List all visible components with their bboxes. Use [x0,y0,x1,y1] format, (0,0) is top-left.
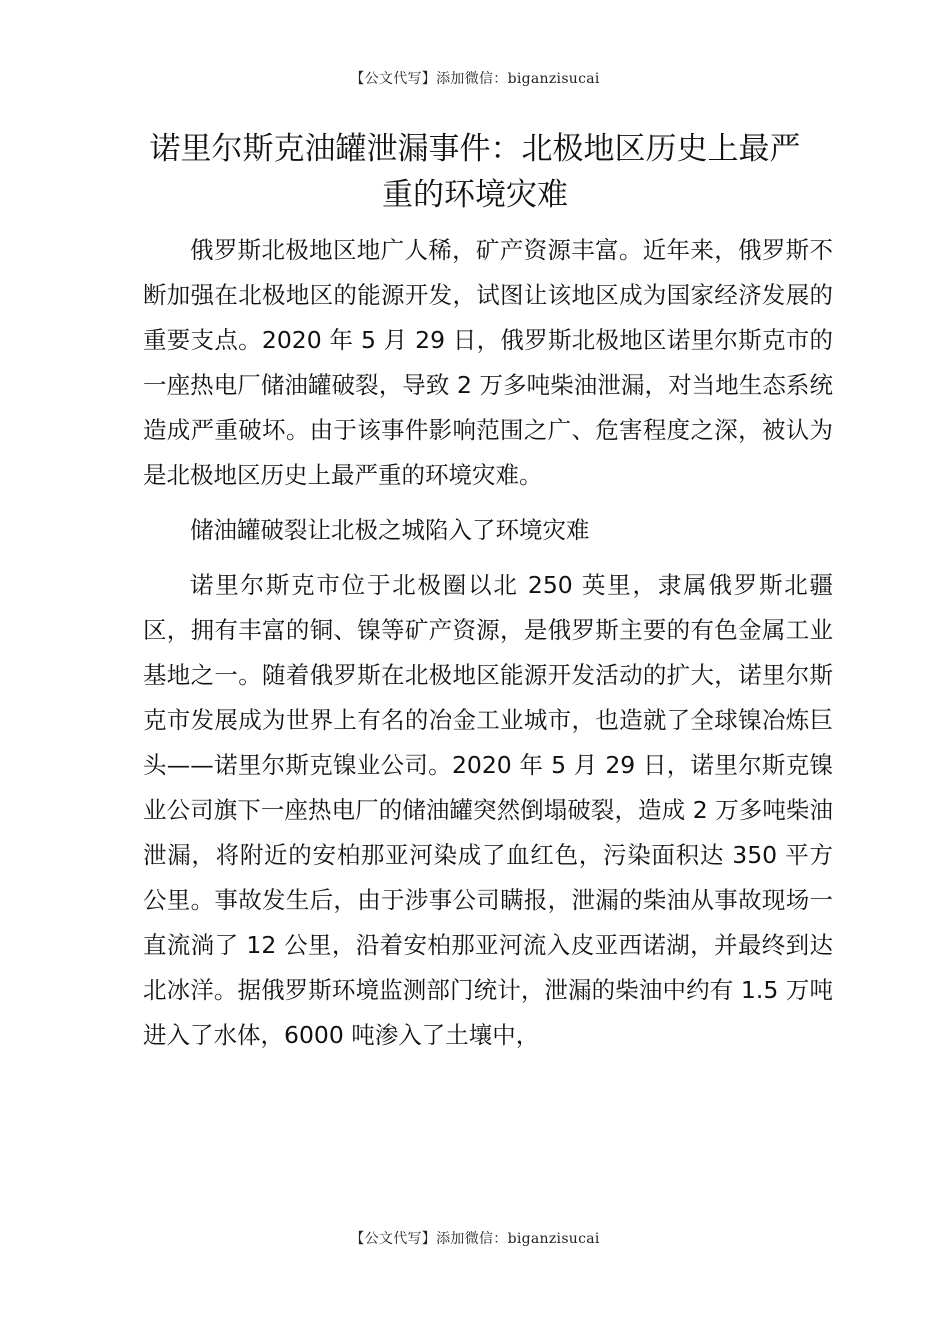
body-paragraph: 诺里尔斯克市位于北极圈以北 250 英里，隶属俄罗斯北疆区，拥有丰富的铜、镍等矿产资源，是俄罗斯主要的有色金属工业基地之一。随着俄罗斯在北极地区能源开发活动的扩大，诺里尔斯克市发展成为世界上有名的冶金工业城市，也造就了全球镍冶炼巨头——诺里尔斯克镍业公司。2020 年 5 月 29 日，诺里尔斯克镍业公司旗下一座热电厂的储油罐突然倒塌破裂，造成 2 万多吨柴油泄漏，将附近的安柏那亚河染成了血红色，污染面积达 350 平方公里。事故发生后，由于涉事公司瞒报，泄漏的柴油从事故现场一直流淌了 12 公里，沿着安柏那亚河流入皮亚西诺湖，并最终到达北冰洋。据俄罗斯环境监测部门统计，泄漏的柴油中约有 1.5 万吨进入了水体，6000 吨渗入了土壤中， [143,571,833,1049]
document-body [143,228,833,1068]
section-heading: 储油罐破裂让北极之城陷入了环境灾难 [190,516,590,544]
page-header: 【公文代写】添加微信：biganzisucai [350,71,600,87]
page-footer: 【公文代写】添加微信：biganzisucai [350,1231,600,1247]
document-title: 诺里尔斯克油罐泄漏事件：北极地区历史上最严重的环境灾难 [149,131,801,213]
intro-paragraph: 俄罗斯北极地区地广人稀，矿产资源丰富。近年来，俄罗斯不断加强在北极地区的能源开发，试图让该地区成为国家经济发展的重要支点。2020 年 5 月 29 日，俄罗斯北极地区诺里尔斯克市的一座热电厂储油罐破裂，导致 2 万多吨柴油泄漏，对当地生态系统造成严重破坏。由于该事件影响范围之广、危害程度之深，被认为是北极地区历史上最严重的环境灾难。 [143,236,833,489]
